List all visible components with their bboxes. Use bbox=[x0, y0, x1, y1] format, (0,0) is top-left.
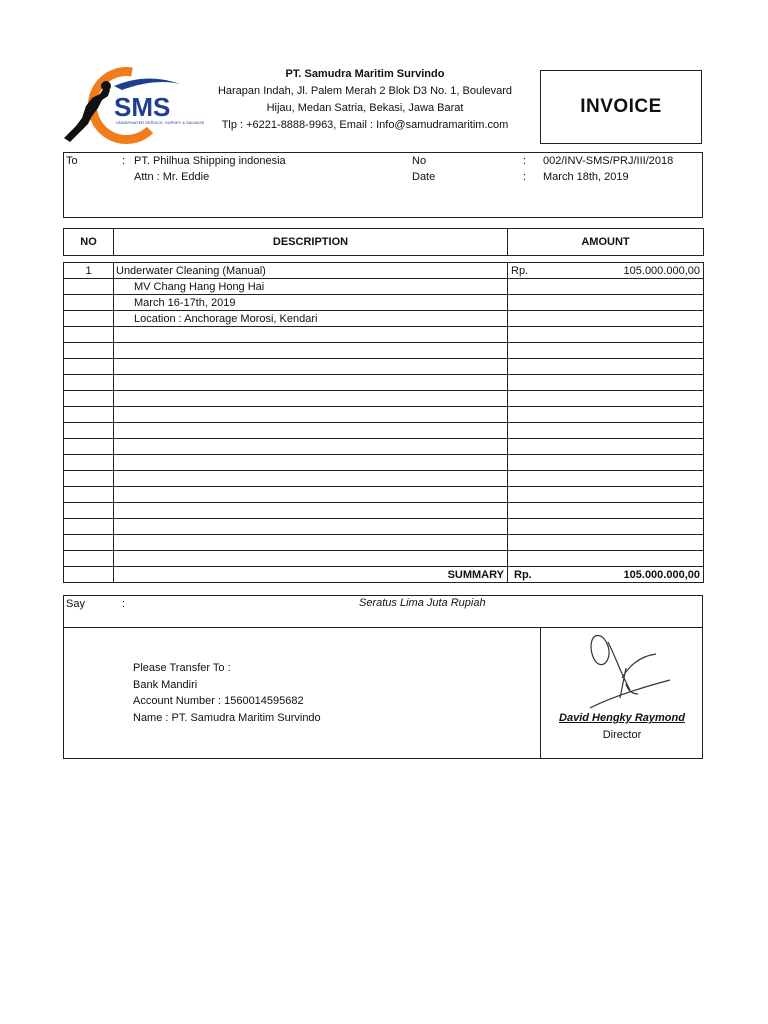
row-amount bbox=[508, 455, 704, 471]
row-no: 1 bbox=[64, 263, 114, 279]
row-amount bbox=[508, 343, 704, 359]
row-amount bbox=[508, 359, 704, 375]
signer-block bbox=[541, 710, 703, 743]
summary-amount-value: 105.000.000,00 bbox=[623, 568, 700, 581]
summary-row bbox=[64, 567, 704, 583]
row-description bbox=[114, 407, 508, 423]
table-row bbox=[64, 327, 704, 343]
table-row bbox=[64, 551, 704, 567]
row-description bbox=[114, 487, 508, 503]
company-contact: Tlp : +6221-8888-9963, Email : Info@samudramaritim.com bbox=[221, 119, 509, 131]
table-row bbox=[64, 455, 704, 471]
table-row bbox=[64, 439, 704, 455]
table-row bbox=[64, 391, 704, 407]
row-description bbox=[114, 391, 508, 407]
company-info bbox=[205, 66, 525, 134]
row-no bbox=[64, 551, 114, 567]
header-description: DESCRIPTION bbox=[114, 229, 508, 256]
row-description bbox=[114, 375, 508, 391]
say-label: Say bbox=[66, 598, 85, 610]
row-description bbox=[114, 423, 508, 439]
row-no bbox=[64, 343, 114, 359]
to-colon: : bbox=[122, 155, 126, 167]
logo-tagline: UNDERWATER SERVICE, SURVEY & SALVAGE bbox=[116, 120, 205, 125]
row-amount bbox=[508, 311, 704, 327]
row-amount bbox=[508, 279, 704, 295]
company-address-line2: Hijau, Medan Satria, Bekasi, Jawa Barat bbox=[266, 102, 464, 114]
invoice-date: March 18th, 2019 bbox=[543, 171, 629, 183]
row-no bbox=[64, 359, 114, 375]
company-name: PT. Samudra Maritim Survindo bbox=[285, 68, 445, 80]
summary-spacer bbox=[64, 567, 114, 583]
row-no bbox=[64, 487, 114, 503]
row-no bbox=[64, 295, 114, 311]
table-row bbox=[64, 279, 704, 295]
summary-currency: Rp. bbox=[514, 568, 532, 581]
row-amount bbox=[508, 487, 704, 503]
row-description bbox=[114, 471, 508, 487]
invoice-number: 002/INV-SMS/PRJ/III/2018 bbox=[543, 155, 674, 167]
row-amount bbox=[508, 439, 704, 455]
table-row bbox=[64, 343, 704, 359]
row-amount bbox=[508, 375, 704, 391]
row-description bbox=[114, 503, 508, 519]
row-description bbox=[114, 551, 508, 567]
to-label: To bbox=[66, 155, 78, 167]
row-no bbox=[64, 519, 114, 535]
row-description bbox=[114, 535, 508, 551]
row-no bbox=[64, 503, 114, 519]
row-no bbox=[64, 535, 114, 551]
row-amount-value: 105.000.000,00 bbox=[623, 264, 700, 277]
signer-title: Director bbox=[602, 728, 642, 741]
table-row bbox=[64, 519, 704, 535]
row-description bbox=[114, 519, 508, 535]
table-row bbox=[64, 423, 704, 439]
payment-details bbox=[133, 660, 321, 726]
table-row bbox=[64, 487, 704, 503]
bank-name: Bank Mandiri bbox=[133, 678, 198, 691]
to-value: PT. Philhua Shipping indonesia bbox=[134, 155, 286, 167]
recipient-box bbox=[63, 152, 703, 218]
table-row bbox=[64, 375, 704, 391]
logo-text: SMS bbox=[114, 92, 171, 122]
row-no bbox=[64, 391, 114, 407]
row-no bbox=[64, 439, 114, 455]
company-address-line1: Harapan Indah, Jl. Palem Merah 2 Blok D3 No. 1, Boulevard bbox=[217, 85, 513, 97]
row-amount bbox=[508, 423, 704, 439]
row-no bbox=[64, 327, 114, 343]
header-no: NO bbox=[64, 229, 114, 256]
attn-value: Attn : Mr. Eddie bbox=[134, 171, 210, 183]
row-no bbox=[64, 423, 114, 439]
invoice-title: INVOICE bbox=[540, 70, 702, 144]
account-name: Name : PT. Samudra Maritim Survindo bbox=[133, 711, 321, 724]
row-description: Underwater Cleaning (Manual) bbox=[114, 263, 508, 279]
no-label: No bbox=[412, 155, 427, 167]
row-amount bbox=[508, 263, 704, 279]
row-no bbox=[64, 407, 114, 423]
row-amount bbox=[508, 391, 704, 407]
items-table bbox=[63, 228, 704, 583]
transfer-instruction: Please Transfer To : bbox=[133, 662, 231, 674]
row-currency: Rp. bbox=[511, 264, 529, 277]
summary-amount bbox=[508, 567, 704, 583]
company-logo bbox=[62, 66, 205, 148]
row-amount bbox=[508, 535, 704, 551]
date-colon: : bbox=[523, 171, 527, 183]
row-description bbox=[114, 343, 508, 359]
row-no bbox=[64, 455, 114, 471]
table-row bbox=[64, 503, 704, 519]
table-row bbox=[64, 311, 704, 327]
row-description: Location : Anchorage Morosi, Kendari bbox=[114, 311, 508, 327]
row-amount bbox=[508, 519, 704, 535]
sms-logo-icon bbox=[62, 66, 205, 148]
row-no bbox=[64, 471, 114, 487]
table-row bbox=[64, 295, 704, 311]
signature-icon bbox=[560, 628, 680, 714]
table-row bbox=[64, 263, 704, 279]
row-no bbox=[64, 311, 114, 327]
table-row bbox=[64, 471, 704, 487]
table-row bbox=[64, 407, 704, 423]
row-description: MV Chang Hang Hong Hai bbox=[114, 279, 508, 295]
row-description bbox=[114, 327, 508, 343]
say-colon: : bbox=[122, 598, 126, 610]
table-row bbox=[64, 535, 704, 551]
summary-label: SUMMARY bbox=[114, 567, 508, 583]
signer-name: David Hengky Raymond bbox=[559, 712, 685, 724]
header-amount: AMOUNT bbox=[508, 229, 704, 256]
date-label: Date bbox=[412, 171, 436, 183]
row-amount bbox=[508, 503, 704, 519]
row-description bbox=[114, 455, 508, 471]
row-description bbox=[114, 359, 508, 375]
table-gap bbox=[64, 256, 704, 263]
no-colon: : bbox=[523, 155, 527, 167]
row-no bbox=[64, 375, 114, 391]
row-no bbox=[64, 279, 114, 295]
row-amount bbox=[508, 407, 704, 423]
account-number: Account Number : 1560014595682 bbox=[133, 695, 304, 707]
row-amount bbox=[508, 327, 704, 343]
row-description: March 16-17th, 2019 bbox=[114, 295, 508, 311]
row-amount bbox=[508, 295, 704, 311]
amount-in-words: Seratus Lima Juta Rupiah bbox=[359, 597, 486, 609]
row-description bbox=[114, 439, 508, 455]
row-amount bbox=[508, 471, 704, 487]
table-row bbox=[64, 359, 704, 375]
row-amount bbox=[508, 551, 704, 567]
